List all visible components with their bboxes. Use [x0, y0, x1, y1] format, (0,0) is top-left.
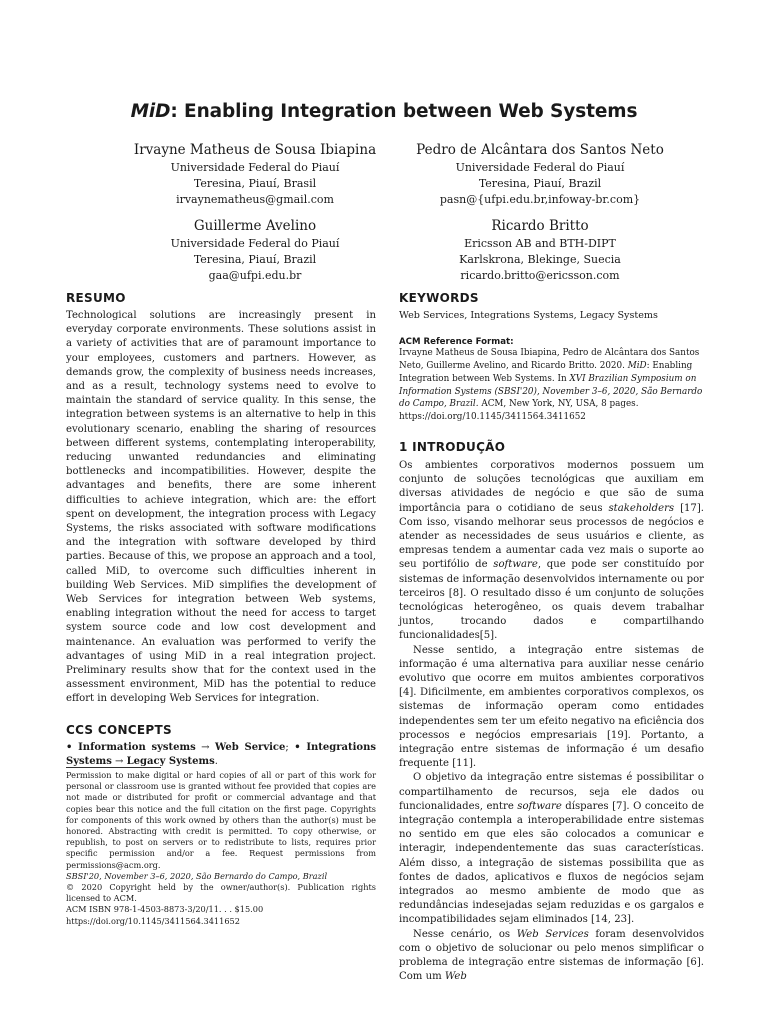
- acm-ref-title: : Enabling Integration between Web Systems. In: [399, 361, 693, 384]
- ccs-item-2b: Legacy Systems: [126, 755, 215, 767]
- left-column: [66, 291, 376, 769]
- right-column: [399, 291, 704, 985]
- acm-ref-mid: MiD: [627, 361, 647, 371]
- intro-p1-b: stakeholders: [608, 502, 675, 514]
- author-affiliation: Ericsson AB and BTH-DIPT: [464, 237, 616, 250]
- author-name: Ricardo Britto: [491, 218, 589, 234]
- acm-ref-tail: . ACM, New York, NY, USA, 8 pages. https://doi.org/10.1145/3411564.3411652: [399, 399, 639, 423]
- author-affiliation: Universidade Federal do Piauí: [170, 161, 340, 174]
- intro-paragraph-3: [399, 771, 704, 927]
- paper-title: [0, 101, 768, 122]
- footnote-rule: [66, 767, 161, 768]
- permission-doi: https://doi.org/10.1145/3411564.3411652: [66, 915, 240, 926]
- author-affiliation: Universidade Federal do Piauí: [455, 161, 625, 174]
- ccs-concepts: • Information systems → Web Service; • Integrations Systems → Legacy Systems.: [66, 741, 376, 767]
- author-affiliation: Universidade Federal do Piauí: [170, 237, 340, 250]
- acm-reference: [399, 337, 704, 424]
- intro-p4-a: Nesse cenário, os: [413, 928, 517, 940]
- intro-p4-c: foram desenvolvidos com o objetivo de solucionar ou pelo menos simplificar o problema de integração entre sistemas de informação [6]. Com um: [399, 928, 704, 983]
- author-block-3: [100, 217, 410, 284]
- intro-p3-c: díspares [7]. O conceito de integração contempla a interoperabilidade entre sistemas no sentido em que eles são colocados a comunicar e interagir, independentemente das suas características. Além disso, a integração de sistemas possibilita que as fontes de dados, aplicativos e fluxos de negócios sejam integrados ao mesmo ambiente de modo que as redundâncias indesejadas sejam reduzidas e os gargalos e incompatibilidades sejam eliminados [14, 23].: [399, 800, 704, 926]
- title-rest: : Enabling Integration between Web Systems: [170, 101, 638, 122]
- intro-p1-c: [17]. Com isso, visando melhorar seus processos de negócios e atender as necessidades de seus usuários e cliente, as empresas tendem a aumentar cada vez mais o suporte ao seu portifólio de: [399, 502, 705, 571]
- resumo-text: Technological solutions are increasingly present in everyday corporate environments. These solutions assist in a variety of activities that are of paramount importance to your employees, customers and partners. However, as demands grow, the complexity of business needs increases, and as a result, technology systems need to evolve to maintain the standard of service quality. In this sense, the integration between systems is an alternative to help in this evolutionary scenario, enabling the sharing of resources between different systems, contemplating interoperability, reducing unwanted redundancies and eliminating bottlenecks and incompatibilities. However, despite the advantages and benefits, there are some inherent difficulties to achieve integration, which are: the effort spent on development, the integration process with Legacy Systems, the risks associated with software modifications and the integration with software developed by third parties. Because of this, we propose an approach and a tool, called MiD, to overcome such difficulties inherent in building Web Services. MiD simplifies the development of Web Services for integration between Web systems, enabling integration without the need for access to target system source code and low cost development and maintenance. An evaluation was performed to verify the advantages of using MiD in a real integration project. Preliminary results show that for the context used in the assessment environment, MiD has the potential to reduce effort in developing Web Services for integration.: [66, 310, 376, 705]
- intro-p1-e: , que pode ser constituído por sistemas de informação desenvolvidos internamente ou por terceiros [8]. O resultado disso é um conjunto de soluções tecnológicas heterogêneo, os quais devem trabalhar juntos, trocando dados e compartilhando funcionalidades[5].: [399, 559, 704, 642]
- permission-venue: SBSI'20, November 3–6, 2020, São Bernardo do Campo, Brazil: [66, 870, 328, 881]
- author-email: pasn@{ufpi.edu.br,infoway-br.com}: [439, 193, 641, 206]
- ccs-item-2: Integrations Systems: [66, 741, 376, 767]
- title-mid: MiD: [130, 101, 171, 122]
- acm-ref-venue: XVI Brazilian Symposium on Information Systems (SBSI'20), November 3–6, 2020, São Bernardo do Campo, Brazil: [399, 373, 703, 410]
- author-location: Teresina, Piauí, Brazil: [193, 253, 317, 266]
- author-name: Pedro de Alcântara dos Santos Neto: [416, 142, 664, 158]
- author-email: ricardo.britto@ericsson.com: [460, 269, 620, 282]
- permission-copyright: © 2020 Copyright held by the owner/author(s). Publication rights licensed to ACM.: [66, 882, 376, 904]
- acm-reference-heading: ACM Reference Format:: [399, 337, 514, 348]
- ccs-item-1b: Web Service: [214, 741, 286, 753]
- intro-paragraph-1: [399, 459, 704, 644]
- permission-isbn: ACM ISBN 978-1-4503-8873-3/20/11. . . $15.00: [66, 904, 264, 915]
- intro-p3-a: O objetivo da integração entre sistemas é possibilitar o compartilhamento de recursos, seja ele dados ou funcionalidades, entre: [399, 772, 704, 812]
- intro-paragraph-2: Nesse sentido, a integração entre sistemas de informação é uma alternativa para auxiliar nesse cenário evolutivo que ocorre em muitos ambientes corporativos [4]. Dificilmente, em ambientes corporativos complexos, os sistemas de informação operam como entidades independentes sem ter um efeito negativo na eficiência dos processos e negócios empresariais [19]. Portanto, a integração entre sistemas de informação é um desafio frequente [11].: [399, 644, 704, 770]
- ccs-heading: CCS CONCEPTS: [66, 722, 172, 737]
- keywords-heading: KEYWORDS: [399, 291, 479, 305]
- author-email: gaa@ufpi.edu.br: [208, 269, 302, 282]
- keywords-text: Web Services, Integrations Systems, Legacy Systems: [399, 310, 658, 321]
- acm-ref-authors: Irvayne Matheus de Sousa Ibiapina, Pedro de Alcântara dos Santos Neto, Guillerme Avelino, and Ricardo Britto. 2020.: [399, 348, 700, 371]
- acm-reference-body: [399, 347, 704, 424]
- author-email: irvaynematheus@gmail.com: [176, 193, 334, 206]
- permission-block: [66, 770, 376, 927]
- intro-text: [399, 459, 704, 985]
- intro-p1-a: Os ambientes corporativos modernos possuem um conjunto de soluções tecnológicas que auxiliam em diversas atividades de negócio e que são de suma importância para o cotidiano de seus: [399, 459, 704, 514]
- author-block-1: [100, 141, 410, 208]
- author-location: Teresina, Piauí, Brazil: [478, 177, 602, 190]
- intro-heading: 1 INTRODUÇÃO: [399, 439, 506, 454]
- author-name: Irvayne Matheus de Sousa Ibiapina: [133, 142, 377, 158]
- intro-paragraph-4: [399, 928, 704, 985]
- author-block-2: [385, 141, 695, 208]
- ccs-item-1: Information systems: [78, 741, 196, 753]
- intro-p1-d: software: [493, 559, 538, 571]
- intro-p3-b: software: [517, 800, 562, 812]
- permission-text: Permission to make digital or hard copies of all or part of this work for personal or classroom use is granted without fee provided that copies are not made or distributed for profit or commercial advantage and that copies bear this notice and the full citation on the first page. Copyrights for components of this work owned by others than the author(s) must be honored. Abstracting with credit is permitted. To copy otherwise, or republish, to post on servers or to redistribute to lists, requires prior specific permission and/or a fee. Request permissions from permissions@acm.org.: [66, 770, 376, 870]
- resumo-heading: RESUMO: [66, 291, 126, 305]
- intro-p4-d: Web: [444, 971, 467, 983]
- intro-p4-b: Web Services: [516, 928, 589, 940]
- author-location: Karlskrona, Blekinge, Suecia: [459, 253, 621, 266]
- author-name: Guillerme Avelino: [193, 218, 317, 234]
- author-block-4: [385, 217, 695, 284]
- author-location: Teresina, Piauí, Brasil: [193, 177, 317, 190]
